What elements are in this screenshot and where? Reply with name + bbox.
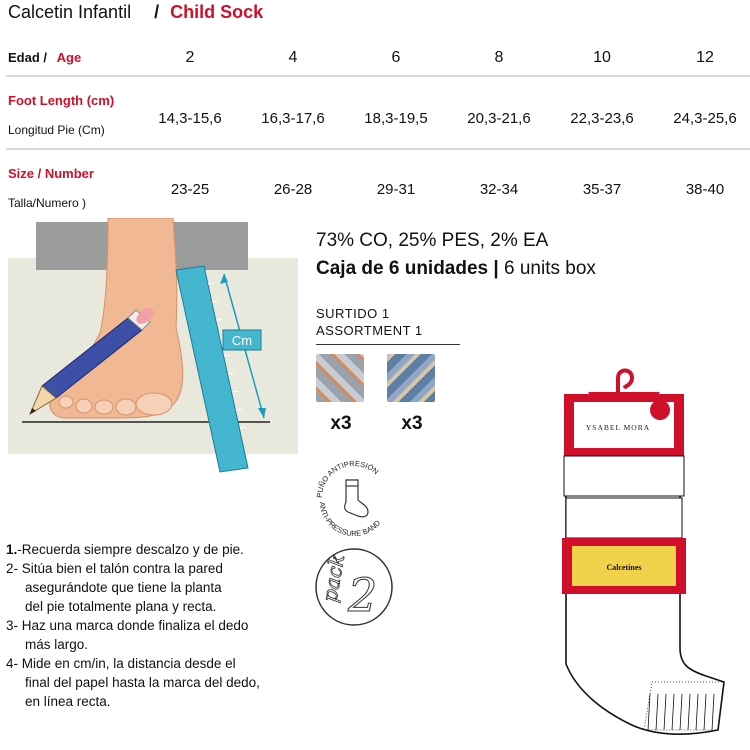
size-label-en: Size / Number xyxy=(8,166,94,181)
product-package xyxy=(548,364,738,746)
assortment-title-en: ASSORTMENT 1 xyxy=(316,323,423,338)
age-value: 10 xyxy=(593,49,611,66)
sock-swatch-1 xyxy=(316,354,364,402)
size-value: 23-25 xyxy=(170,181,210,198)
size-value: 35-37 xyxy=(582,181,622,198)
step-number: 4- xyxy=(6,656,19,671)
title-separator: / xyxy=(154,2,160,22)
age-label xyxy=(8,50,81,65)
size-value: 29-31 xyxy=(376,181,416,198)
size-label-es: Talla/Numero ) xyxy=(8,196,87,210)
foot-length-label-en: Foot Length (cm) xyxy=(8,93,115,108)
title-es: Calcetin Infantil xyxy=(8,2,132,22)
step-text: -Recuerda siempre descalzo y de pie. xyxy=(17,542,244,557)
age-value: 6 xyxy=(391,49,401,66)
instruction-step xyxy=(6,654,316,673)
foot-length-value: 18,3-19,5 xyxy=(364,110,428,127)
age-value: 8 xyxy=(494,49,504,66)
composition: 73% CO, 25% PES, 2% EA xyxy=(316,230,549,251)
instruction-step xyxy=(6,559,316,578)
step-text: Haz una marca donde finaliza el dedo xyxy=(18,618,249,633)
foot-length-label-es: Longitud Pie (Cm) xyxy=(8,123,105,137)
size-value: 38-40 xyxy=(685,181,725,198)
step-text: final del papel hasta la marca del dedo, xyxy=(25,675,260,690)
step-text: en línea recta. xyxy=(25,694,111,709)
assortment-title-es: SURTIDO 1 xyxy=(316,306,390,321)
instruction-step xyxy=(6,616,316,635)
age-label-es: Edad / xyxy=(8,50,48,65)
step-text: Sitúa bien el talón contra la pared xyxy=(18,561,223,576)
box-info xyxy=(316,258,596,280)
age-value: 2 xyxy=(185,49,195,66)
instructions xyxy=(6,540,316,711)
foot-length-value: 24,3-25,6 xyxy=(673,110,737,127)
step-text: asegurándote que tiene la planta xyxy=(25,580,222,595)
svg-text:ANTI-PRESSURE BAND xyxy=(318,501,383,538)
foot-length-value: 20,3-21,6 xyxy=(467,110,531,127)
age-value: 4 xyxy=(288,49,298,66)
badge-text-bottom: ANTI-PRESSURE BAND xyxy=(317,501,383,539)
sock-band xyxy=(566,498,682,538)
page-title xyxy=(8,2,263,23)
sock-icon xyxy=(345,480,368,517)
badge-text-top: PUÑO ANTIPRESIÓN xyxy=(314,458,381,499)
row-divider xyxy=(6,148,750,150)
ruler-unit-label: Cm xyxy=(231,333,253,348)
size-value: 32-34 xyxy=(479,181,519,198)
package-sub: Calcetines xyxy=(606,563,642,572)
svg-text:PUÑO ANTIPRESIÓN xyxy=(315,459,380,498)
box-info-en: 6 units box xyxy=(504,258,596,279)
assortment-title xyxy=(316,305,423,339)
anti-pressure-badge xyxy=(312,456,396,540)
pack-badge xyxy=(314,545,394,629)
step-number: 1. xyxy=(6,542,18,557)
step-number: 3- xyxy=(6,618,19,633)
age-value: 12 xyxy=(696,49,714,66)
foot-length-value: 22,3-23,6 xyxy=(570,110,634,127)
title-en: Child Sock xyxy=(170,2,264,22)
step-text: Mide en cm/in, la distancia desde el xyxy=(18,656,236,671)
age-label-en: Age xyxy=(56,50,82,65)
label-card-top xyxy=(564,394,684,456)
foot-measure-illustration xyxy=(8,218,298,480)
assortment-qty: x3 xyxy=(330,413,352,434)
sock-band xyxy=(564,456,684,496)
box-info-es: Caja de 6 unidades | xyxy=(316,258,499,279)
instruction-step xyxy=(6,540,316,559)
foot-length-value: 14,3-15,6 xyxy=(158,110,222,127)
pack-word: pack xyxy=(317,552,350,604)
size-value: 26-28 xyxy=(273,181,313,198)
assortment-divider xyxy=(316,344,460,345)
row-divider xyxy=(6,75,750,77)
sock-swatch-2 xyxy=(387,354,435,402)
assortment-qty: x3 xyxy=(401,413,423,434)
label-card-bottom xyxy=(562,538,686,594)
step-text: más largo. xyxy=(25,637,89,652)
package-brand: YSABEL MORA xyxy=(585,423,651,432)
pack-number: 2 xyxy=(348,568,378,622)
step-number: 2- xyxy=(6,561,19,576)
foot-length-value: 16,3-17,6 xyxy=(261,110,325,127)
step-text: del pie totalmente plana y recta. xyxy=(25,599,217,614)
